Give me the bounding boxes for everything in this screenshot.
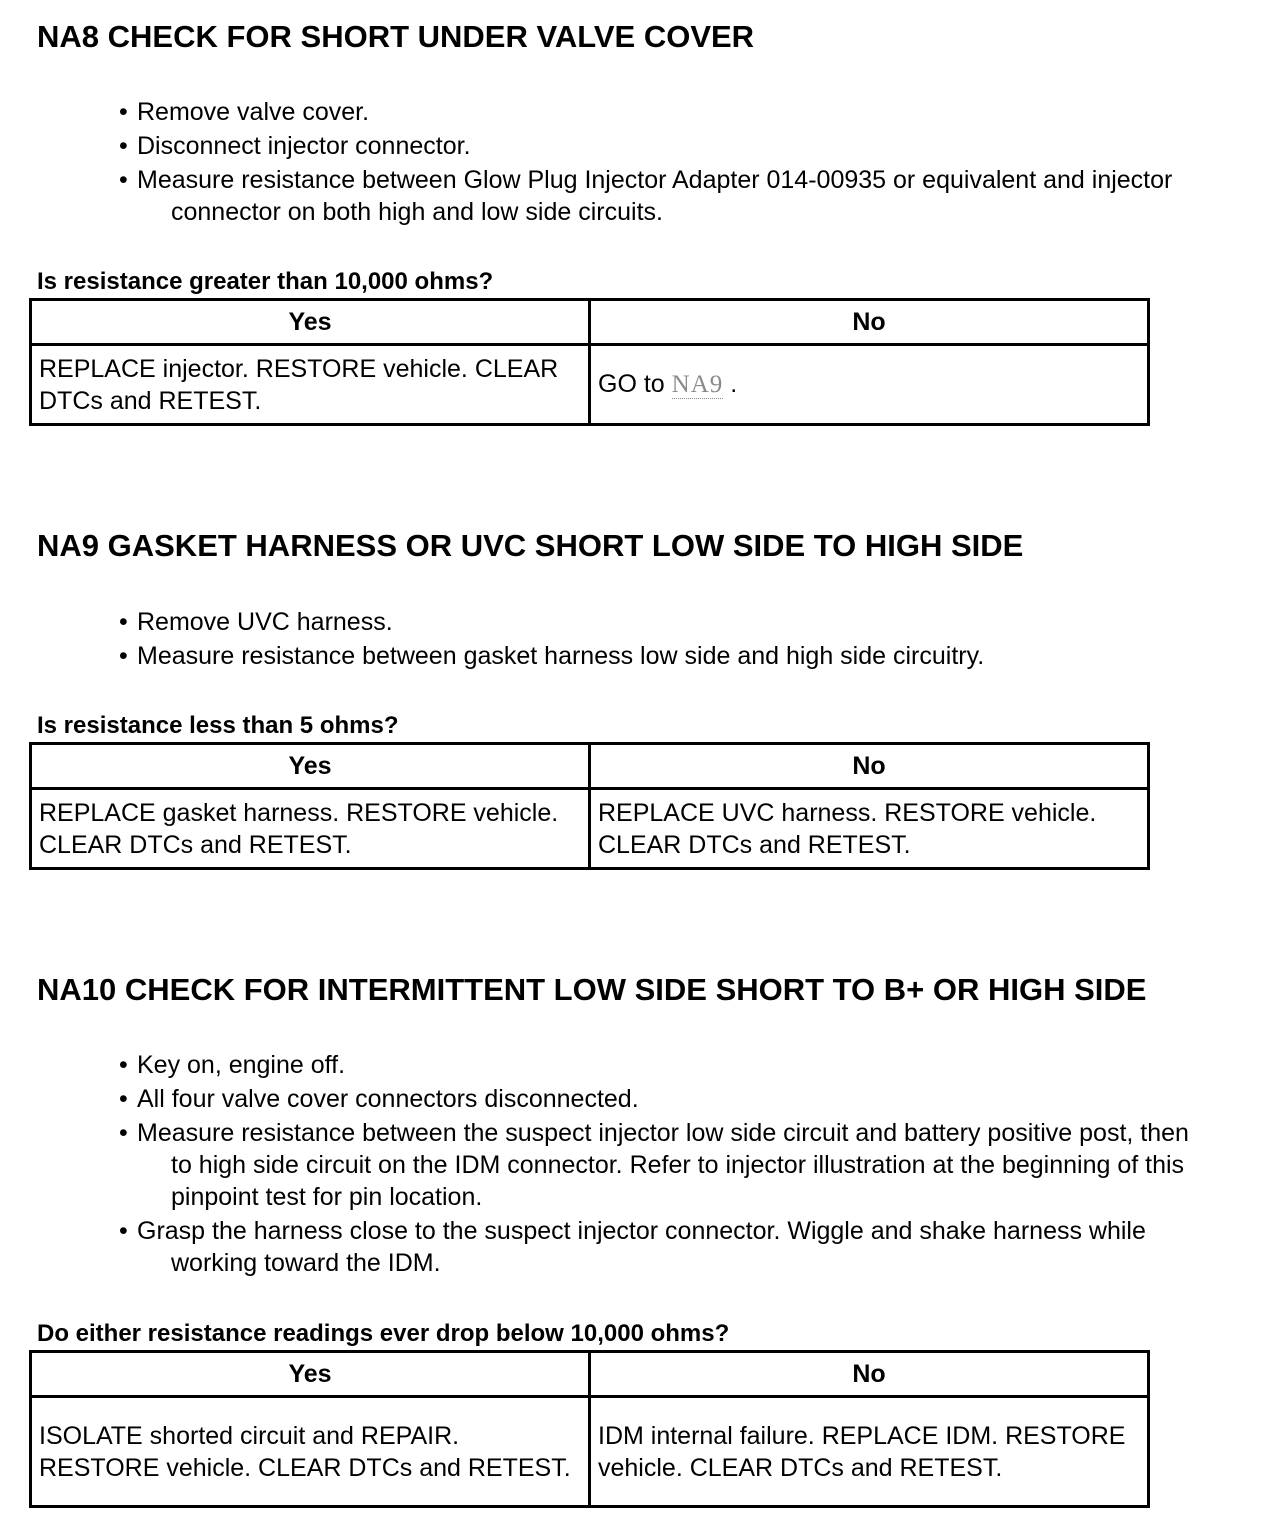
na9-question: Is resistance less than 5 ohms?: [37, 712, 399, 739]
list-item: • Remove valve cover.: [119, 98, 370, 126]
bullet-icon: •: [119, 132, 128, 160]
list-item: • Key on, engine off.: [119, 1051, 346, 1079]
na9-heading: NA9 GASKET HARNESS OR UVC SHORT LOW SIDE TO HIGH SIDE: [37, 528, 1024, 563]
yes-header: Yes: [31, 1352, 590, 1397]
na9-link[interactable]: NA9: [671, 371, 724, 398]
table-row: [31, 1397, 1149, 1507]
list-item: • Measure resistance between Glow Plug Injector Adapter 014-00935 or equivalent and injector connector on both high and low side circuits.: [119, 166, 1173, 226]
na9-steps-list: [117, 606, 1237, 674]
na10-heading: NA10 CHECK FOR INTERMITTENT LOW SIDE SHORT TO B+ OR HIGH SIDE: [37, 972, 1147, 1007]
bullet-icon: •: [119, 608, 128, 636]
list-item: • Measure resistance between gasket harness low side and high side circuitry.: [119, 642, 985, 670]
bullet-icon: •: [119, 1119, 128, 1147]
bullet-icon: •: [119, 98, 128, 126]
no-cell: IDM internal failure. REPLACE IDM. RESTORE vehicle. CLEAR DTCs and RETEST.: [590, 1397, 1149, 1507]
list-item: • Grasp the harness close to the suspect injector connector. Wiggle and shake harness while working toward the IDM.: [119, 1217, 1146, 1277]
table-row: [31, 789, 1149, 869]
list-item: • Measure resistance between the suspect injector low side circuit and battery positive post, then to high side circuit on the IDM connector. Refer to injector illustration at the beginning of this pinpoint test for pin location.: [119, 1119, 1189, 1211]
yes-cell: REPLACE injector. RESTORE vehicle. CLEAR DTCs and RETEST.: [31, 345, 590, 425]
na10-steps-list: [117, 1049, 1237, 1281]
bullet-icon: •: [119, 1217, 128, 1245]
bullet-icon: •: [119, 1051, 128, 1079]
na8-heading: NA8 CHECK FOR SHORT UNDER VALVE COVER: [37, 19, 755, 54]
no-header: No: [590, 300, 1149, 345]
yes-cell: REPLACE gasket harness. RESTORE vehicle. CLEAR DTCs and RETEST.: [31, 789, 590, 869]
yes-cell: ISOLATE shorted circuit and REPAIR. RESTORE vehicle. CLEAR DTCs and RETEST.: [31, 1397, 590, 1507]
yes-header: Yes: [31, 744, 590, 789]
table-header-row: [31, 300, 1149, 345]
list-item: • Disconnect injector connector.: [119, 132, 471, 160]
na9-decision-table: [29, 742, 1150, 870]
list-item: • Remove UVC harness.: [119, 608, 393, 636]
table-row: [31, 345, 1149, 425]
bullet-icon: •: [119, 642, 128, 670]
table-header-row: [31, 1352, 1149, 1397]
na8-decision-table: [29, 298, 1150, 426]
period-text: .: [730, 370, 738, 398]
na8-question: Is resistance greater than 10,000 ohms?: [37, 268, 494, 295]
na8-steps-list: [117, 96, 1237, 230]
no-cell: REPLACE UVC harness. RESTORE vehicle. CLEAR DTCs and RETEST.: [590, 789, 1149, 869]
no-header: No: [590, 744, 1149, 789]
no-header: No: [590, 1352, 1149, 1397]
na10-question: Do either resistance readings ever drop below 10,000 ohms?: [37, 1320, 730, 1347]
no-cell: [590, 345, 1149, 425]
bullet-icon: •: [119, 1085, 128, 1113]
bullet-icon: •: [119, 166, 128, 194]
list-item: • All four valve cover connectors disconnected.: [119, 1085, 639, 1113]
yes-header: Yes: [31, 300, 590, 345]
go-to-text: GO to: [598, 370, 665, 398]
table-header-row: [31, 744, 1149, 789]
na10-decision-table: [29, 1350, 1150, 1508]
